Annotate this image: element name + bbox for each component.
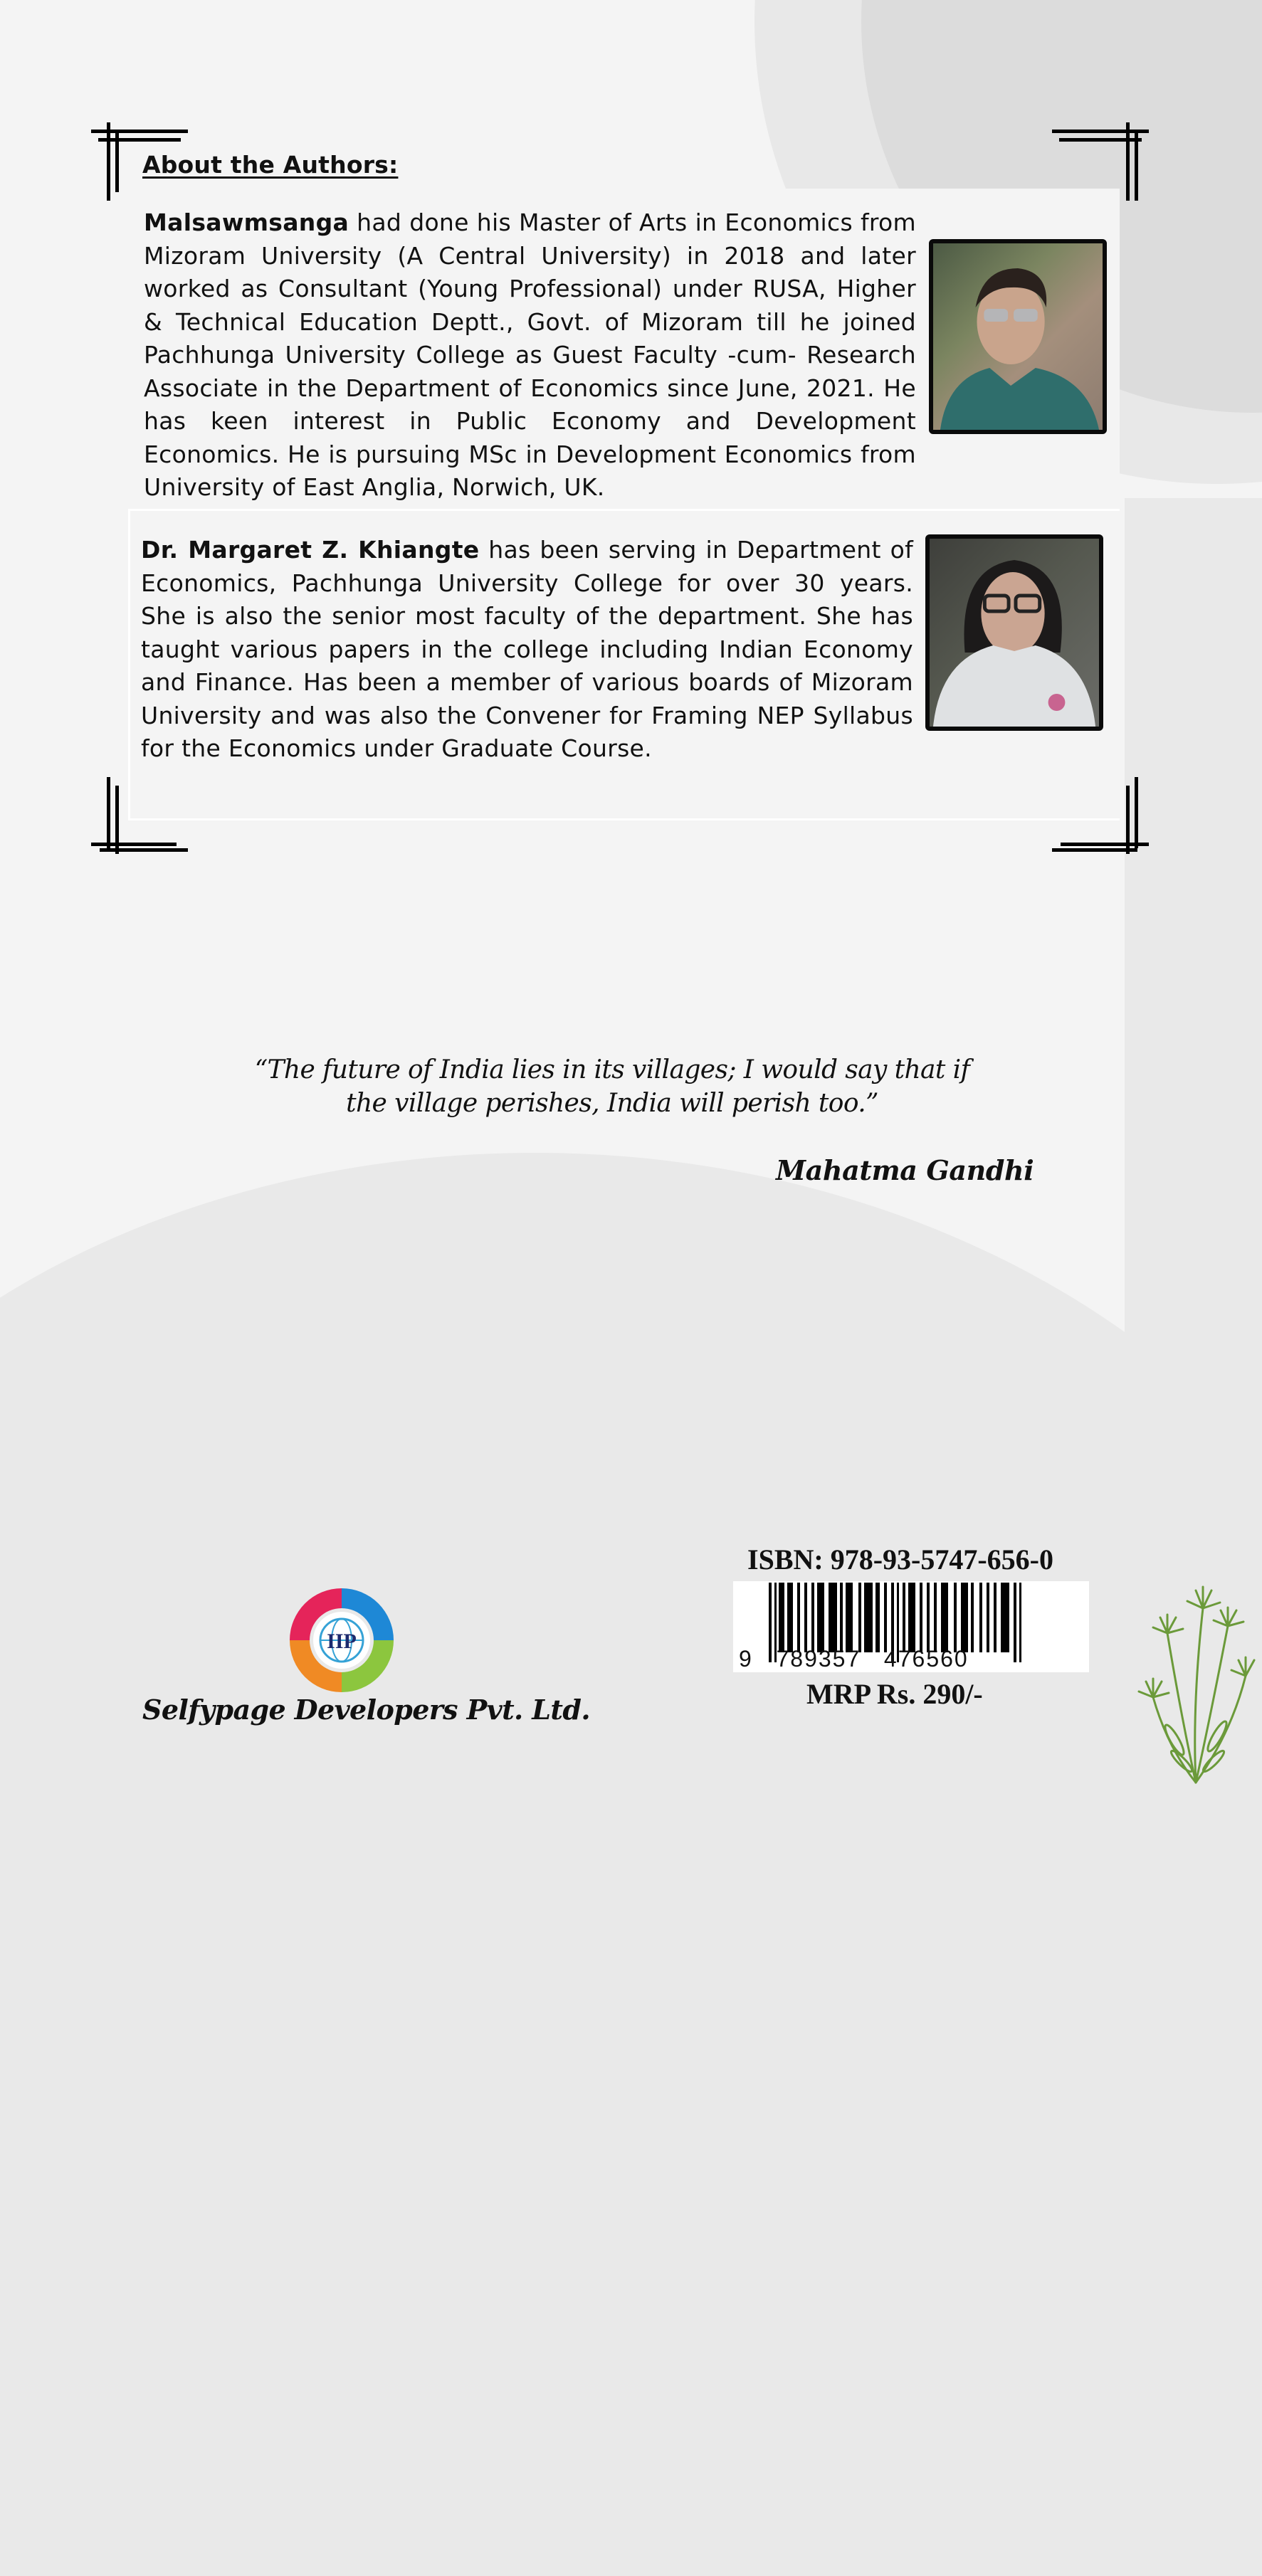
author-bio-2 [141, 534, 913, 766]
about-authors-heading: About the Authors: [142, 151, 399, 179]
price-label: MRP Rs. 290/- [806, 1678, 983, 1710]
publisher-logo [281, 1580, 402, 1701]
plant-decoration [1125, 1576, 1260, 1790]
isbn-label: ISBN: 978-93-5747-656-0 [747, 1543, 1053, 1575]
iip-globe-logo-icon [281, 1580, 402, 1701]
corner-bracket-bottom-right [1052, 777, 1152, 862]
barcode-digits: 9 789357 476560 [739, 1646, 969, 1672]
corner-bracket-bottom-left [91, 777, 191, 862]
author-bio-text-2: has been serving in Department of Economics, Pachhunga University College for over 30 years. She is also the senior most faculty of the department. She has taught various papers in the college including Indian Economy and Finance. Has been a member of various boards of Mizoram University and was also the Convener for Framing NEP Syllabus for the Economics under Graduate Course. [141, 536, 913, 762]
svg-text:IIP: IIP [327, 1630, 357, 1653]
background-hill-shape [0, 1153, 1262, 2576]
corner-bracket-top-right [1052, 122, 1152, 208]
author-name-1: Malsawmsanga [144, 208, 349, 236]
author-bio-text-1: had done his Master of Arts in Economics from Mizoram University (A Central University) in 2018 and later worked as Consultant (Young Professional) under RUSA, Higher & Technical Education Deptt., Govt. of Mizoram till he joined Pachhunga University College as Guest Faculty -cum- Research Associate in the Department of Economics since June, 2021. He has keen interest in Public Economy and Development Economics. He is pursuing MSc in Development Economics from University of East Anglia, Norwich, UK. [144, 208, 916, 501]
quote-author: Mahatma Gandhi [776, 1154, 1034, 1186]
person-portrait-icon [933, 243, 1103, 430]
author-name-2: Dr. Margaret Z. Khiangte [141, 536, 480, 564]
flower-stem-icon [1125, 1576, 1260, 1790]
person-portrait-icon [930, 539, 1099, 727]
author-photo-2 [925, 534, 1103, 731]
author-photo-1 [929, 239, 1107, 434]
publisher-name: Selfypage Developers Pvt. Ltd. [142, 1694, 590, 1726]
author-bio-1 [144, 206, 916, 505]
quote-text: “The future of India lies in its villages; I would say that if the village perishes, India will perish too.” [254, 1055, 970, 1118]
isbn-barcode [733, 1581, 1089, 1672]
